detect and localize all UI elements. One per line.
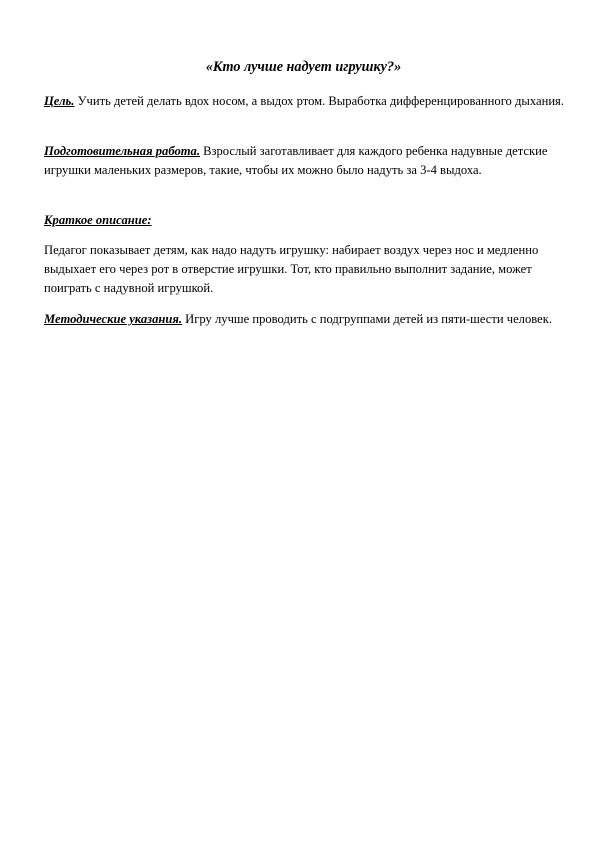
methodical-paragraph [44,310,566,329]
methodical-text: Игру лучше проводить с подгруппами детей из пяти-шести человек. [182,312,552,326]
goal-text: Учить детей делать вдох носом, а выдох ртом. Выработка дифференцированного дыхания. [74,94,565,108]
description-text: Педагог показывает детям, как надо надуть игрушку: набирает воздух через нос и медленно выдыхает его через рот в отверстие игрушки. Тот, кто правильно выполнит задание, может поиграть с надувной игрушкой. [44,243,539,295]
preparation-paragraph [44,142,566,180]
short-description-heading [44,211,566,230]
goal-paragraph [44,92,566,111]
methodical-label: Методические указания. [44,312,183,326]
short-description-label: Краткое описание: [44,213,152,227]
goal-label: Цель. [44,94,75,108]
description-paragraph [44,241,566,298]
preparation-text: Взрослый заготавливает для каждого ребенка надувные детские игрушки маленьких размеров, такие, чтобы их можно было надуть за 3-4 выдоха. [44,144,548,177]
document-title: «Кто лучше надует игрушку?» [205,59,402,75]
preparation-label: Подготовительная работа. [44,144,200,158]
